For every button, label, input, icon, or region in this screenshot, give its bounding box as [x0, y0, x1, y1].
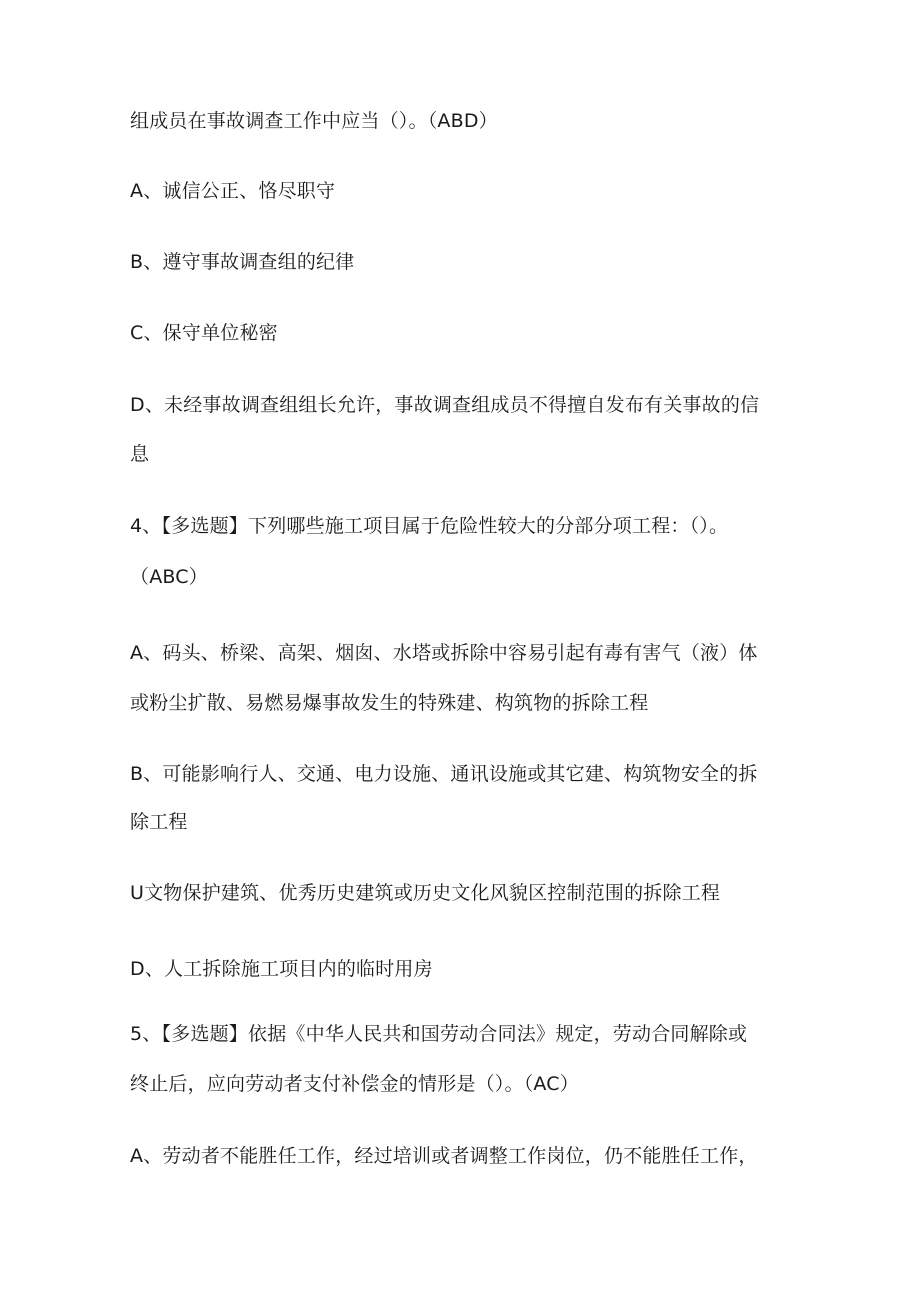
question-4-answer: （ABC） [130, 566, 208, 588]
question-4-stem-line-1: 4、【多选题】下列哪些施工项目属于危险性较大的分部分项工程：（）。 [130, 515, 729, 537]
q4-option-a-line-2: 或粉尘扩散、易燃易爆事故发生的特殊建、构筑物的拆除工程 [130, 692, 649, 714]
q3-option-a: A、诚信公正、恪尽职守 [130, 180, 336, 202]
q3-option-d-line-2: 息 [130, 443, 150, 465]
question-5-stem-line-1: 5、【多选题】依据《中华人民共和国劳动合同法》规定，劳动合同解除或 [130, 1023, 748, 1045]
q3-option-b: B、遵守事故调查组的纪律 [130, 251, 355, 273]
question-3-stem-continued: 组成员在事故调查工作中应当（）。（ABD） [130, 110, 498, 132]
question-5-stem-line-2: 终止后，应向劳动者支付补偿金的情形是（）。（AC） [130, 1073, 579, 1095]
q3-option-d-line-1: D、未经事故调查组组长允许，事故调查组成员不得擅自发布有关事故的信 [130, 394, 760, 416]
q5-option-a-line-1: A、劳动者不能胜任工作，经过培训或者调整工作岗位，仍不能胜任工作， [130, 1145, 758, 1167]
q4-option-a-line-1: A、码头、桥梁、高架、烟囱、水塔或拆除中容易引起有毒有害气（液）体 [130, 642, 758, 664]
q4-option-b-line-1: B、可能影响行人、交通、电力设施、通讯设施或其它建、构筑物安全的拆 [130, 763, 758, 785]
q4-option-b-line-2: 除工程 [130, 811, 188, 833]
q4-option-d: D、人工拆除施工项目内的临时用房 [130, 958, 433, 980]
q3-option-c: C、保守单位秘密 [130, 322, 278, 344]
q4-option-c: U文物保护建筑、优秀历史建筑或历史文化风貌区控制范围的拆除工程 [130, 882, 721, 904]
